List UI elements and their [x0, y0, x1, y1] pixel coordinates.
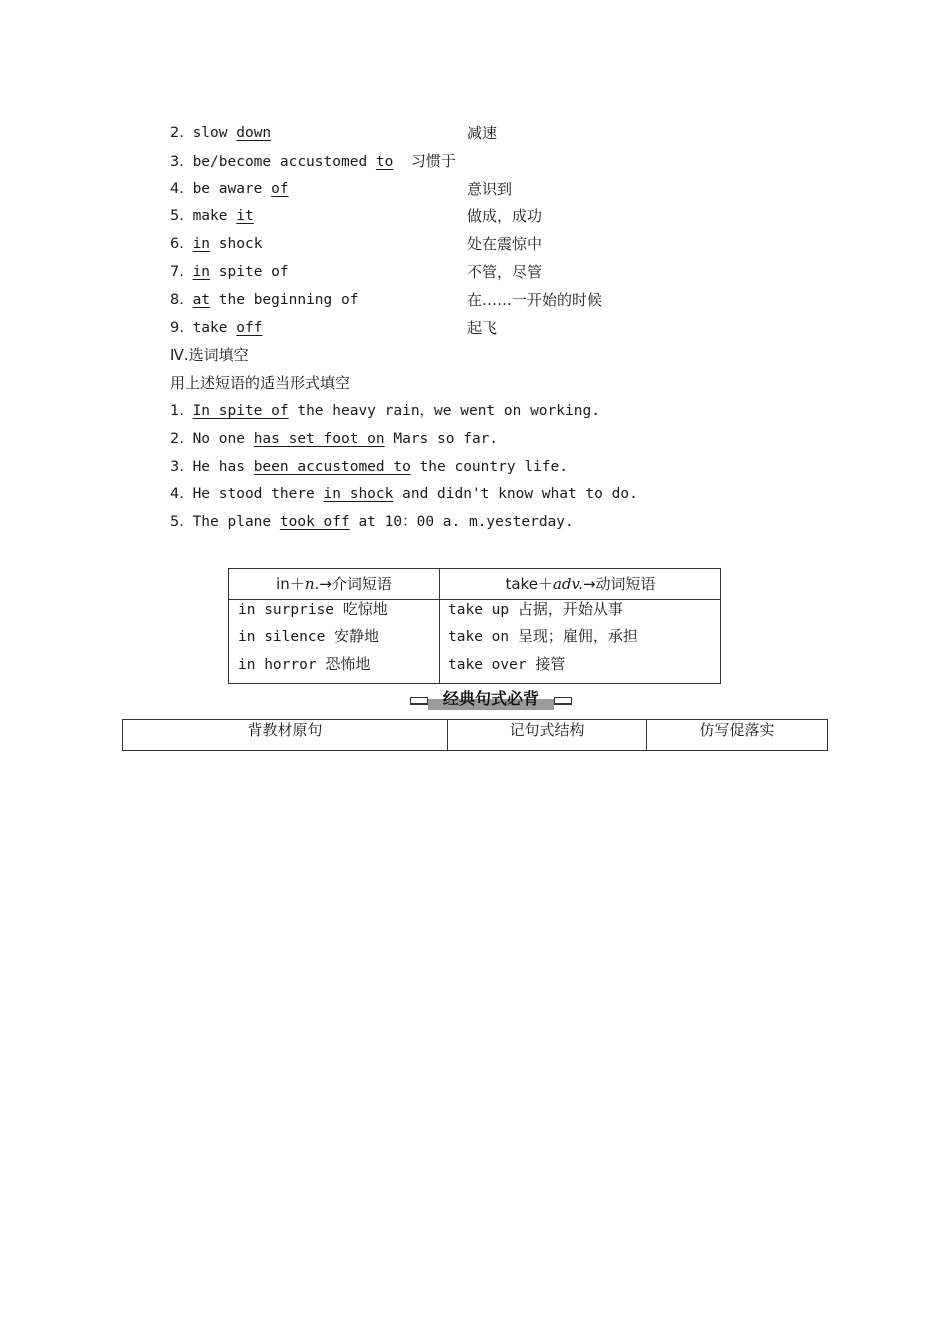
- exercise-text: No one: [183, 431, 254, 447]
- table-cell-item: [448, 626, 638, 647]
- phrase-blank: to: [375, 154, 394, 170]
- phrase-meaning: 不管，尽管: [467, 263, 543, 281]
- summary-table: [228, 568, 721, 684]
- exercise-answer: has set foot on: [253, 431, 385, 447]
- table-header: 背教材原句: [247, 721, 323, 739]
- banner-title: 经典句式必背: [428, 688, 554, 710]
- exercise-item: [170, 457, 568, 477]
- phrase-text: shock: [210, 236, 263, 252]
- phrase-blank: off: [236, 320, 263, 336]
- table-header-right: [440, 569, 721, 599]
- banner-decoration: [410, 697, 428, 705]
- table-cell-item: [448, 599, 623, 620]
- phrase-en: in surprise: [238, 602, 343, 618]
- phrase-blank: at: [192, 292, 211, 308]
- phrase-blank: in: [192, 236, 211, 252]
- phrase-item: [170, 206, 254, 226]
- phrase-blank: down: [236, 125, 272, 141]
- phrase-meaning: 意识到: [467, 180, 513, 198]
- phrase-text: spite of: [210, 264, 289, 280]
- phrase-item: [170, 234, 262, 254]
- item-number: 2.: [170, 125, 184, 141]
- phrase-cn: 接管: [535, 655, 566, 673]
- exercise-item: [170, 401, 600, 421]
- banner-decoration: [554, 697, 572, 705]
- phrase-cn: 安静地: [334, 627, 380, 645]
- phrase-meaning: 做成，成功: [467, 207, 543, 225]
- phrase-en: take on: [448, 629, 518, 645]
- phrase-meaning: 起飞: [467, 319, 498, 337]
- item-number: 6.: [170, 236, 184, 252]
- section-heading: Ⅳ.选词填空: [170, 346, 249, 364]
- phrase-text: be aware: [183, 181, 272, 197]
- phrase-text: make: [183, 208, 237, 224]
- phrase-en: in horror: [238, 657, 326, 673]
- table-header-left: [229, 569, 439, 599]
- exercise-text: He stood there: [183, 486, 324, 502]
- exercise-answer: In spite of: [192, 403, 289, 419]
- item-number: 2.: [170, 431, 184, 447]
- phrase-text: take: [183, 320, 237, 336]
- phrase-item: [170, 179, 289, 199]
- item-number: 3.: [170, 459, 184, 475]
- exercise-item: [170, 429, 498, 449]
- phrase-meaning: 在……一开始的时候: [467, 291, 603, 309]
- header-text: take＋: [505, 575, 553, 593]
- section-banner: [410, 688, 572, 710]
- item-number: 3.: [170, 154, 184, 170]
- phrase-text: [184, 236, 193, 252]
- table-header: 记句式结构: [509, 721, 585, 739]
- table-cell-item: [238, 626, 379, 647]
- item-number: 4.: [170, 486, 184, 502]
- header-text: →动词短语: [582, 575, 656, 593]
- phrase-cn: 吃惊地: [342, 600, 388, 618]
- table-cell-item: [238, 654, 370, 675]
- exercise-text: the heavy rain，we went on working.: [288, 403, 600, 419]
- exercise-item: [170, 484, 638, 504]
- phrase-item: [170, 123, 271, 143]
- phrase-item: [170, 262, 289, 282]
- exercise-answer: in shock: [323, 486, 394, 502]
- phrase-text: [184, 292, 193, 308]
- phrase-meaning: 减速: [467, 124, 498, 142]
- phrase-en: take up: [448, 602, 518, 618]
- phrase-text: slow: [183, 125, 237, 141]
- phrase-blank: in: [192, 264, 211, 280]
- item-number: 5.: [170, 514, 184, 530]
- exercise-text: the country life.: [410, 459, 568, 475]
- phrase-item: [170, 151, 456, 172]
- exercise-text: He has: [183, 459, 254, 475]
- exercise-text: and didn't know what to do.: [393, 486, 638, 502]
- phrase-cn: 恐怖地: [325, 655, 371, 673]
- item-number: 1.: [170, 403, 184, 419]
- exercise-item: [170, 512, 574, 532]
- header-abbr: adv.: [552, 575, 583, 593]
- phrase-text: [184, 264, 193, 280]
- phrase-meaning: 习惯于: [410, 152, 456, 170]
- table-cell-item: [238, 599, 388, 620]
- phrase-meaning: 处在震惊中: [467, 235, 543, 253]
- phrase-text: the beginning of: [210, 292, 359, 308]
- item-number: 8.: [170, 292, 184, 308]
- exercise-text: [184, 403, 193, 419]
- exercise-answer: been accustomed to: [253, 459, 411, 475]
- exercise-text: Mars so far.: [384, 431, 499, 447]
- exercise-text: The plane: [183, 514, 280, 530]
- item-number: 4.: [170, 181, 184, 197]
- header-abbr: n.: [304, 575, 320, 593]
- table-cell-item: [448, 654, 565, 675]
- item-number: 5.: [170, 208, 184, 224]
- phrase-item: [170, 290, 358, 310]
- phrase-blank: it: [236, 208, 254, 224]
- sentence-table: [122, 719, 828, 751]
- item-number: 7.: [170, 264, 184, 280]
- header-text: in＋: [276, 575, 305, 593]
- phrase-cn: 呈现；雇佣，承担: [517, 627, 638, 645]
- phrase-en: take over: [448, 657, 536, 673]
- phrase-en: in silence: [238, 629, 335, 645]
- item-number: 9.: [170, 320, 184, 336]
- phrase-blank: of: [271, 181, 289, 197]
- header-text: →介词短语: [319, 575, 392, 593]
- phrase-cn: 占据，开始从事: [517, 600, 623, 618]
- table-header: 仿写促落实: [699, 721, 775, 739]
- phrase-text: be/become accustomed: [183, 154, 376, 170]
- exercise-answer: took off: [279, 514, 350, 530]
- phrase-item: [170, 318, 262, 338]
- exercise-text: at 10：00 a. m.yesterday.: [349, 514, 574, 530]
- section-instruction: 用上述短语的适当形式填空: [170, 374, 351, 392]
